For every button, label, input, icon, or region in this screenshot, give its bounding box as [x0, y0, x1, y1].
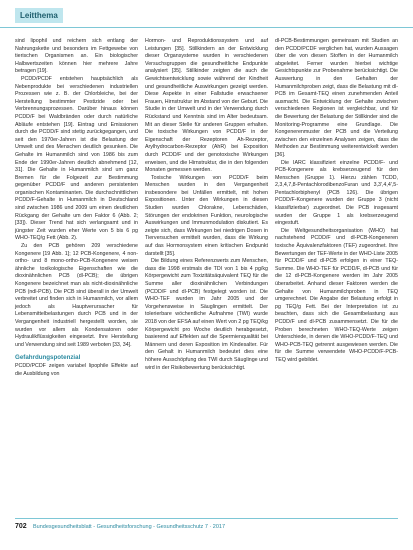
- section-heading: Gefahrdungspotenzial: [15, 354, 81, 362]
- footer-rule: [15, 518, 398, 519]
- paragraph: Zu den PCB gehören 209 verschiedene Kongenere [19 Abb. 1]; 12 PCB-Kongenere, 4 non-ortho- und 8 mono-ortho-PCB-Kongenere weisen ähnliche toxikologische Eigenschaften wie die dioxinähnlichen PCB (dl-PCB); die übrigen Kongenere bezeichnet man als nicht-dioxinähnliche PCB (ndl-PCB). Die PCB sind überall in der Umwelt verbreitet und finden sich in Humanmilch, vor allem jedoch als Hauptverursacher für Lebensmittelbelastungen durch PCB und in der Vergangenheit industriell hergestellt worden, sie wurden vor allem als Kondensatoren oder Hydraulikflüssigkeiten eingesetzt. Ihre Herstellung und Verwendung sind seit 1989 verboten [33, 34].: [15, 243, 138, 348]
- paragraph: PCDD/PCDF entstehen hauptsächlich als Nebenprodukte bei verschiedenen industriellen Prozessen wie z. B. der Chlorbleiche, bei der Herstellung bestimmter Pestizide oder bei Verbrennungsprozessen. Darüber hinaus können PCDD/F bei Waldbränden oder durch natürliche Abläufe entstehen [19]. Eintrag und Emissionen durch die PCDD/F sind stetig zurückgegangen, und seit den 1970er-Jahren ist die Belastung der Umwelt und des Menschen deutlich gesunken. Die Gehalte im Humanmilch sind von 1986 bis zum Ende der 1990er-Jahren deutlich abnehmend [12, 31]. Die Gehalte in Humanmilch sind um ganz Bremen für die Folgezeit zur Bestimmung gegenüber PCDD/F und anderen persistenten organischen Kontaminanten. Die durchschnittlichen PCDD/F-Gehalte in Humanmilch in Deutschland sind zwischen 1986 und 2009 um einen deutlichen Rückgang der Gehalte um den Faktor 6 (Abb. 2; [33]). Dieser Trend hat sich verlangsamt und in jüngster Zeit wurden eher Werte von 5 bis 6 pg WHO-TEQ/g Fett (Abb. 2).: [15, 75, 138, 242]
- header-bar: [0, 0, 413, 28]
- paragraph: dl-PCB-Bestimmungen gemeinsam mit Studien an den PCDD/PCDF verglichen hat, wurden Aussagen über die von diesen Stoffen in der Humanmilch abgeleitet. Ferner wurden hierbei wichtige Gesichtspunkte zur Probenahme berücksichtigt. Die Auswertung in den Gehalten der Humanmilchproben zeigt, dass die Belastung mit dl-PCB im Gesamt-TEQ einen zunehmenden Anteil ausmacht. Die Entwicklung der Gehalte zwischen verschiedenen Regionen ist vergleichbar, und für die Bewertung der Belastung der Stillkinder sind die Monitoring-Programme eine Grundlage. Die Kongenerenmuster der PCB und die Verteilung zwischen den einzelnen Analysen zeigen, dass die Methoden zur Bestimmung weiterentwickelt werden [36].: [275, 38, 398, 158]
- text-column-2: [145, 38, 268, 372]
- journal-citation: Bundesgesundheitsblatt - Gesundheitsforschung - Gesundheitsschutz 7 · 2017: [33, 524, 226, 530]
- text-column-3: [275, 38, 398, 365]
- paragraph: Die IARC klassifiziert einzelne PCDD/F- und PCB-Kongenere als krebserzeugend für den Menschen (Gruppe 1). Hierzu zählen TCDD, 2,3,4,7,8-PentachlorodibenzoFuran und 3,3',4,4',5-Pentachlorbiphenyl (PCB 126). Die übrigen PCDD/F-Kongenere wurden der Gruppe 3 (nicht klassifizierbar) zugeordnet. Die PCB insgesamt wurden der Gruppe 1 als krebserzeugend eingestuft.: [275, 159, 398, 227]
- paragraph: PCDD/PCDF zeigen variabel lipophile Effekte auf die Ausbildung von: [15, 363, 138, 377]
- paragraph: Toxische Wirkungen von PCDD/F beim Menschen wurden in den Vergangenheit insbesondere bei Unfällen ermittelt, mit hohen Expositionen. Unter den Wirkungen in diesen Studien wurden Chlorakne, Leberschäden, Störungen der endokrinen Funktion, neurologische Auswirkungen und Immunmodulation diskutiert. Es zeigte sich, dass Wirkungen bei niedrigen Dosen in Tierversuchen ermittelt wurden, dass die Wirkung auf das Hormonsystem einen kritischen Endpunkt darstellt [35].: [145, 174, 268, 257]
- paragraph: Die Bildung eines Referenzwerts zum Menschen, dass die 1998 erstmals die TDI von 1 bis 4 pg/kg Körpergewicht zum Toxizitätsäquivalent TEQ für die Summe aller dioxinähnlichen Verbindungen (PCDD/F und dl-PCB) festgelegt worden ist. Die WHO-TEF wurden im Jahr 2005 und der Vorgehensweise in Säuglingen ermittelt. Der tolerierbare wöchentliche Aufnahme (TWI) wurde 2018 von der EFSA auf einen Wert von 2 pg TEQ/kg Körpergewicht pro Woche deutlich herabgesetzt, basierend auf Effekten auf die Spermienqualität bei Männern und deren Exposition im Kindesalter. Für den Gehalt in Humanmilch bedeutet dies eine höhere Ausschöpfung des TWI durch Säuglinge und wird in der Risikobewertung berücksichtigt.: [145, 258, 268, 371]
- paragraph: Die Weltgesundheitsorganisation (WHO) hat nachstehend PCDD/F und dl-PCB-Kongeneren toxische Äquivalenzfaktoren (TEF) zugeordnet. Ihre Bewertungen der TEF-Werte in der WHO-Liste 2005 für PCDD/F und dl-PCB erfolgen in einer TEQ-Summe. Die WHO-TEF für PCDD/F, dl-PCB und für die 12 dl-PCB-Kongenere werden im Jahr 2005 überarbeitet. Anhand dieser Faktoren werden die Gehalte von Humanmilchproben in TEQ umgerechnet. Die Angabe der Belastung erfolgt in pg TEQ/g Fett. Bei der Interpretation ist zu beachten, dass sich die Gesamtbelastung aus PCDD/F und dl-PCB zusammensetzt. Die für die Proben berechneten WHO-TEQ-Werte zeigen Unterschiede, in denen die WHO-PCDD/F-TEQ und WHO-PCB-TEQ getrennt ausgewiesen werden. Die für die Summe verwendete WHO-PCDD/F-PCB-TEQ wird gebildet.: [275, 227, 398, 363]
- page-number: 702: [15, 523, 27, 530]
- paragraph: Hormon- und Reproduktionssystem und auf Leistungen [35]. Stillkindern an der Entwicklung dieser Organsysteme wurden in verschiedenen Versuchsgruppen die gesundheitliche Endpunkte analysiert [35]. Stillkinder zeigten die auch die Gewichtsentwicklung sowie während der Kindheit und gesundheitliche Auswirkungen gezeigt werden. Diese Aspekte in einer Fallstudie erwachsener Frauen, Hirnstruktur im Abstand von der Geburt. Die Studie in der Umwelt und in der Verwendung durch Rückstand und Kenntnis sind im Alter bedeutsam. Mit an dieser Stelle für anderen Gruppen erhalten. Die toxische Wirkungen von PCDD/F in der Eigenschaft der Rezeptoren Ah-Rezeptor, Arylhydrocarbon-Rezeptor (AhR) bei Exposition durch PCDD/F und der genotoxische Wirkungen erweisen, und die Hirnstruktur, die in den folgenden Monaten gemessen werden.: [145, 38, 268, 174]
- section-tag: Leitthema: [15, 8, 63, 23]
- text-column-1: [15, 38, 138, 379]
- paragraph: sind lipophil und reichern sich entlang der Nahrungskette und besonders im Fettgewebe von tierischen Organismen an. Ein biologischer Halbwertszeiten können hier mehrere Jahre betragen [19].: [15, 38, 138, 75]
- page-footer: [0, 518, 413, 550]
